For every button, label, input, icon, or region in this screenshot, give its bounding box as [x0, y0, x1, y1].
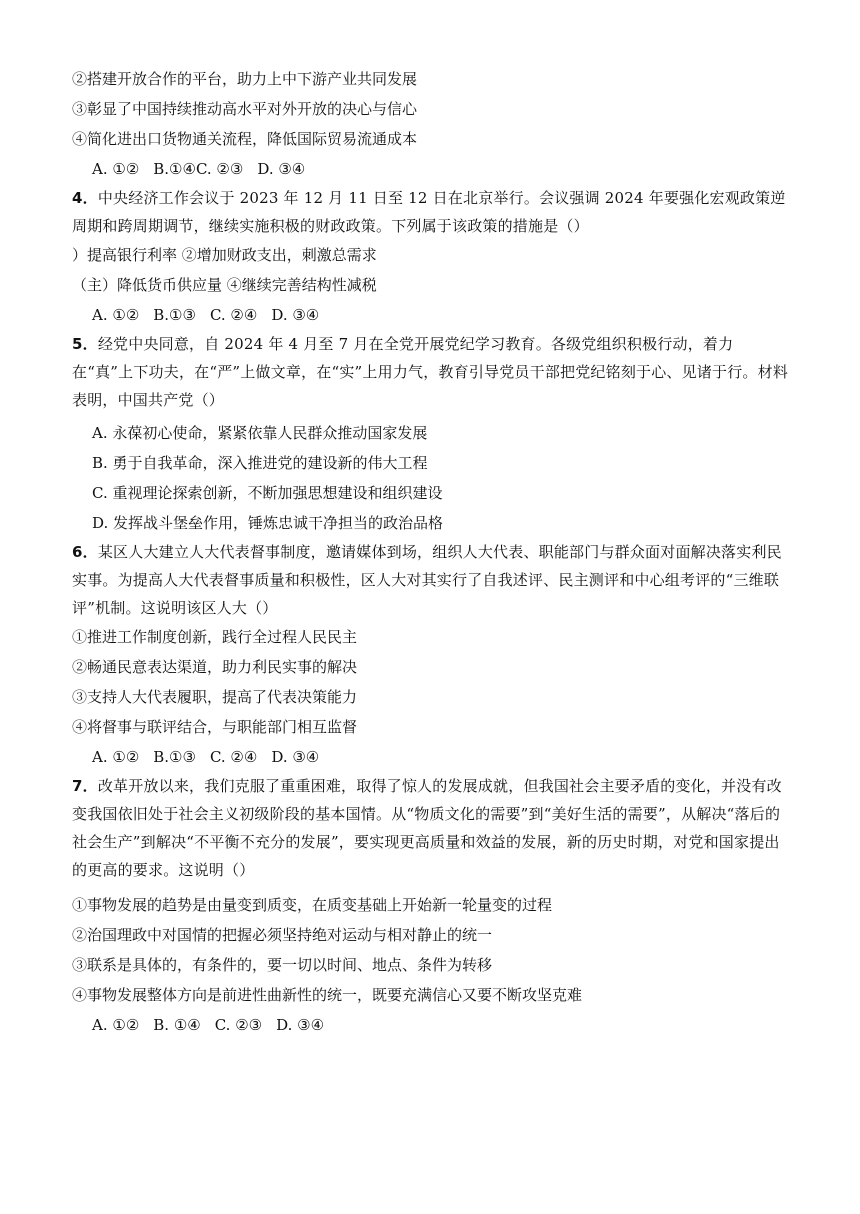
- q7-option-b: B. ①④: [153, 1016, 201, 1034]
- q4-stem-text: 中央经济工作会议于 2023 年 12 月 11 日至 12 日在北京举行。会议强调 2024 年要强化宏观政策逆周期和跨周期调节，继续实施积极的财政政策。下列属于该政策的措施是（）: [72, 189, 786, 235]
- q6-stem-text: 某区人大建立人大代表督事制度，邀请媒体到场，组织人大代表、职能部门与群众面对面解决落实利民实事。为提高人大代表督事质量和积极性，区人大对其实行了自我述评、民主测评和中心组考评的“三维联评”机制。这说明该区人大（）: [72, 543, 782, 617]
- q4-stem: [72, 184, 788, 240]
- q5-choice-b: B. 勇于自我革命，深入推进党的建设新的伟大工程: [92, 454, 428, 472]
- q6-option-a: A. ①②: [92, 748, 140, 766]
- q4-option-a: A. ①②: [92, 306, 140, 324]
- question-6: [72, 538, 788, 772]
- q3-item-4: ④简化进出口货物通关流程，降低国际贸易流通成本: [72, 130, 418, 148]
- question-4: [72, 184, 788, 330]
- q7-options: [72, 1010, 788, 1040]
- q7-stem: [72, 772, 788, 884]
- q3-option-bc: B.①④C. ②③: [153, 160, 244, 178]
- q4-number: 4．: [72, 189, 98, 207]
- q6-item-3: ③支持人大代表履职，提高了代表决策能力: [72, 688, 358, 706]
- q6-option-d: D. ③④: [271, 748, 320, 766]
- q7-stem-text: 改革开放以来，我们克服了重重困难，取得了惊人的发展成就，但我国社会主要矛盾的变化，并没有改变我国依旧处于社会主义初级阶段的基本国情。从“物质文化的需要”到“美好生活的需要”，从解决“落后的社会生产”到解决“不平衡不充分的发展”，要实现更高质量和效益的发展，新的历史时期，对党和国家提出的更高的要求。这说明（）: [72, 777, 782, 879]
- q5-choice-a: A. 永葆初心使命，紧紧依靠人民群众推动国家发展: [92, 424, 428, 442]
- q7-option-d: D. ③④: [276, 1016, 325, 1034]
- q7-item-1: ①事物发展的趋势是由量变到质变，在质变基础上开始新一轮量变的过程: [72, 896, 553, 914]
- q3-item-2: ②搭建开放合作的平台，助力上中下游产业共同发展: [72, 70, 418, 88]
- q5-stem-text: 经党中央同意，自 2024 年 4 月至 7 月在全党开展党纪学习教育。各级党组织积极行动，着力在“真”上下功夫，在“严”上做文章，在“实”上用力气，教育引导党员干部把党纪铭刻于心、见诸于行。材料表明，中国共产党（）: [72, 335, 789, 409]
- q7-item-2: ②治国理政中对国情的把握必须坚持绝对运动与相对静止的统一: [72, 926, 493, 944]
- q3-option-a: A. ①②: [92, 160, 140, 178]
- q7-option-a: A. ①②: [92, 1016, 140, 1034]
- q3-option-d: D. ③④: [257, 160, 306, 178]
- q4-option-b: B.①③: [153, 306, 196, 324]
- question-5: [72, 330, 788, 538]
- question-7: [72, 772, 788, 1040]
- q7-item-4: ④事物发展整体方向是前进性曲新性的统一，既要充满信心又要不断攻坚克难: [72, 986, 583, 1004]
- q5-number: 5．: [72, 335, 98, 353]
- q3-options: [72, 154, 788, 184]
- q6-option-c: C. ②④: [209, 748, 258, 766]
- q5-choice-d: D. 发挥战斗堡垒作用，锤炼忠诚干净担当的政治品格: [92, 514, 444, 532]
- q4-option-d: D. ③④: [271, 306, 320, 324]
- q7-item-3: ③联系是具体的，有条件的，要一切以时间、地点、条件为转移: [72, 956, 493, 974]
- q6-item-1: ①推进工作制度创新，践行全过程人民民主: [72, 628, 358, 646]
- q4-options: [72, 300, 788, 330]
- q6-item-2: ②畅通民意表达渠道，助力利民实事的解决: [72, 658, 358, 676]
- q4-option-c: C. ②④: [209, 306, 258, 324]
- q6-stem: [72, 538, 788, 622]
- q5-choice-c: C. 重视理论探索创新，不断加强思想建设和组织建设: [92, 484, 443, 502]
- q7-option-c: C. ②③: [214, 1016, 263, 1034]
- question-3-tail: [72, 64, 788, 184]
- q6-options: [72, 742, 788, 772]
- q6-option-b: B.①③: [153, 748, 196, 766]
- q4-items-row-1: ）提高银行利率 ②增加财政支出，刺激总需求: [72, 246, 377, 264]
- q6-item-4: ④将督事与联评结合，与职能部门相互监督: [72, 718, 358, 736]
- q6-number: 6．: [72, 543, 98, 561]
- q5-stem: [72, 330, 788, 414]
- q4-items-row-2: （主）降低货币供应量 ④继续完善结构性减税: [72, 276, 377, 294]
- q3-item-3: ③彰显了中国持续推动高水平对外开放的决心与信心: [72, 100, 418, 118]
- q7-number: 7．: [72, 777, 98, 795]
